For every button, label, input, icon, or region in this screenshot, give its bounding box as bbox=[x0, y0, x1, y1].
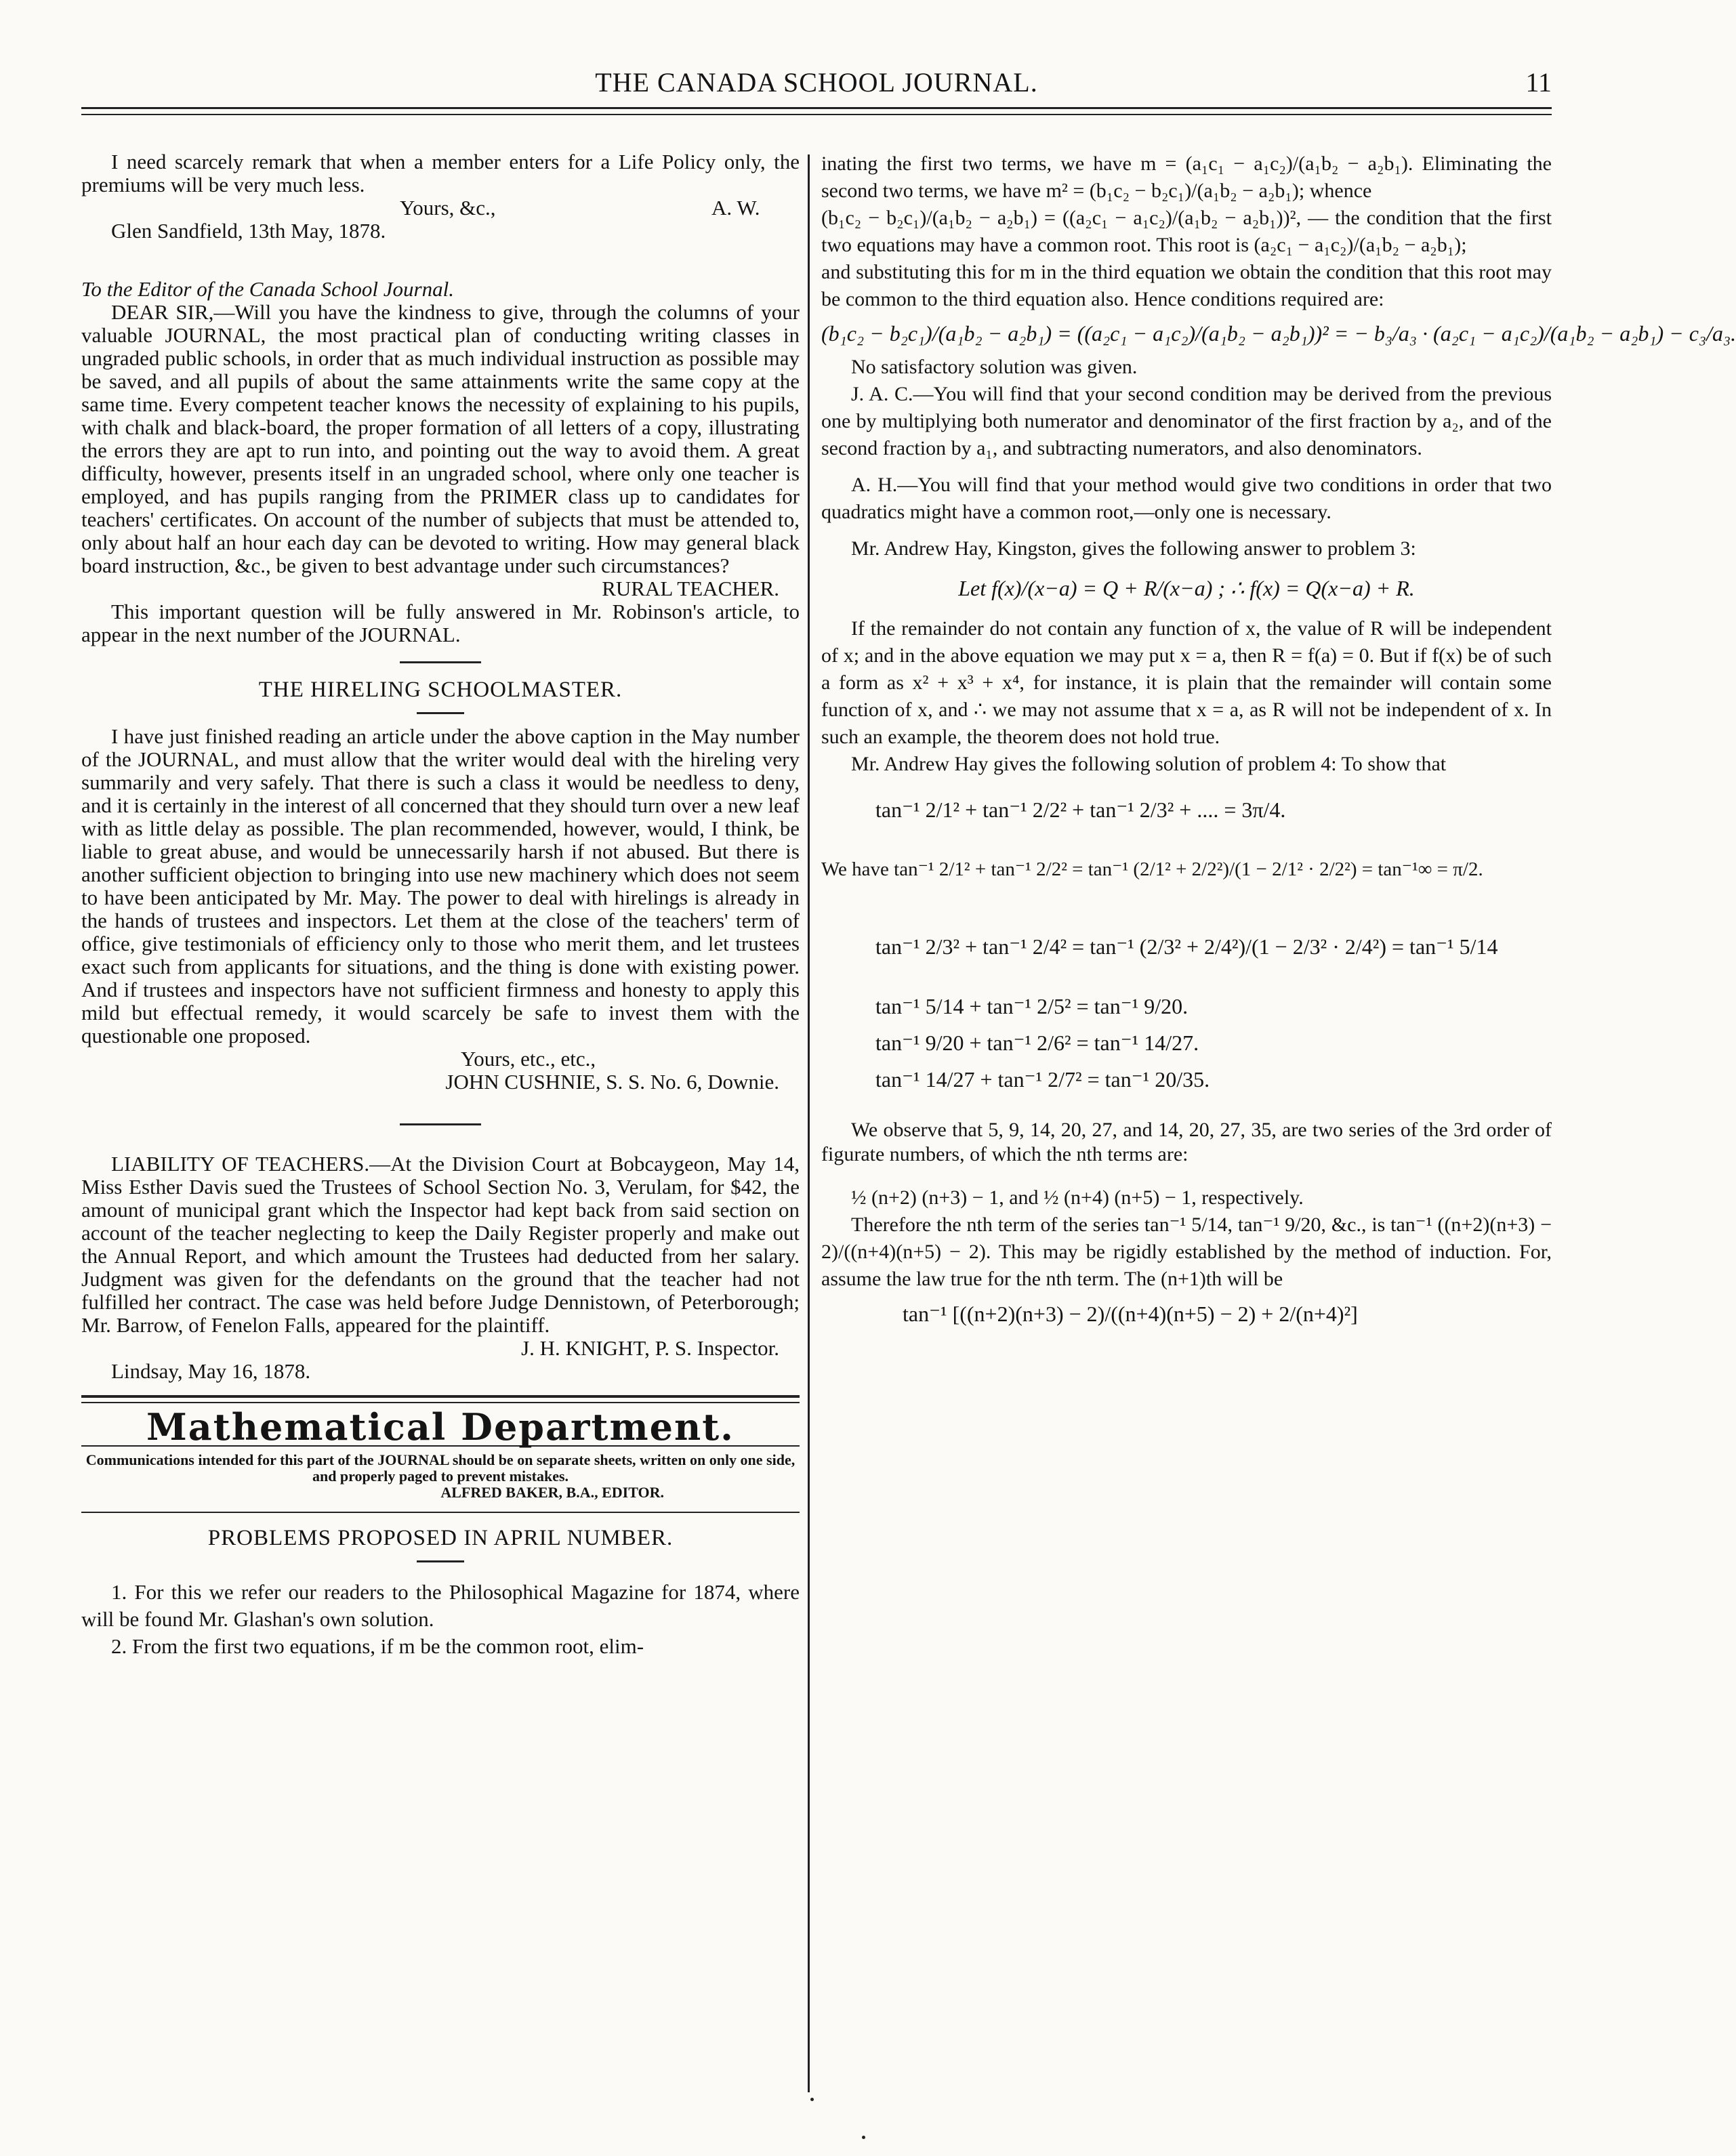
letter1-place-date: Glen Sandfield, 13th May, 1878. bbox=[111, 219, 386, 243]
letter2-body: DEAR SIR,—Will you have the kindness to give, through the columns of your valuable JOURNAL, the most practical plan of conducting writing classes in ungraded public schools, in order that as much individual instruction as possible may be saved, and all pupils of about the same attainments write the same copy at the same time. Every competent teacher knows the necessity of explaining to his pupils, with chalk and black-board, the proper formation of all letters of a copy, illustrating the errors they are apt to run into, and pointing out the way to avoid them. A great difficulty, however, presents itself in an ungraded school, where only one teacher is employed, and has pupils ranging from the PRIMER class up to candidates for teachers' certificates. On account of the number of subjects that must be attended to, only about half an hour each day can be devoted to writing. How may general black board instruction, &c., be given to best advantage under such circumstances? bbox=[81, 300, 800, 577]
page-number: 11 bbox=[1525, 67, 1552, 98]
header-rule-thick bbox=[81, 107, 1552, 109]
section-separator bbox=[400, 661, 481, 663]
hireling-body: I have just finished reading an article under the above caption in the May number of the JOURNAL, and must allow that the writer would deal with the hireling very summarily and very safely. That there is such a class it would be needless to deny, and it is certainly in the interest of all concerned that they should turn over a new leaf with as little delay as possible. The plan recommended, however, would, I think, be liable to great abuse, and would be unnecessarily harsh if not abused. But there is another sufficient objection to bringing into use new machinery which does not seem to have been anticipated by Mr. May. The power to deal with hirelings is already in the hands of trustees and inspectors. Let them at the close of the teachers' term of office, give testimonials of efficiency only to those who merit them, and let trustees exact such from applicants for situations, and the thing is done with existing power. And if trustees and inspectors have not sufficient firmness and honesty to apply this mild but effectual remedy, it would scarcely be safe to invest them with the questionable one proposed. bbox=[81, 724, 800, 1048]
problem-2: 2. From the first two equations, if m be the common root, elim- bbox=[111, 1634, 644, 1658]
section-separator-2 bbox=[400, 1123, 481, 1125]
letter1-closing-line bbox=[81, 196, 800, 220]
liability-signature: J. H. KNIGHT, P. S. Inspector. bbox=[521, 1336, 779, 1360]
letter2-reply: This important question will be fully answered in Mr. Robinson's article, to appear in the next number of the JOURNAL. bbox=[81, 600, 800, 646]
no-solution-note: No satisfactory solution was given. bbox=[851, 356, 1138, 378]
reply-ah: A. H.—You will find that your method would give two conditions in order that two quadratics might have a common root,—only one is necessary. bbox=[821, 474, 1552, 523]
hay-problem-3-discussion: If the remainder do not contain any function of x, the value of R will be independent of x; and in the above equation we may put x = a, then R = f(a) = 0. But if f(x) be of such a form as x² + x³ + x⁴, for instance, it is plain that the remainder will contain some function of x, and ∴ we may not assume that x = a, as R will not be independent of x. In such an example, the theorem does not hold true. bbox=[821, 617, 1552, 748]
letter2-address: To the Editor of the Canada School Journal. bbox=[81, 277, 454, 301]
figurate-observation: We observe that 5, 9, 14, 20, 27, and 14, 20, 27, 35, are two series of the 3rd order of figurate numbers, of which the nth terms are: bbox=[821, 1119, 1552, 1165]
page-header bbox=[81, 62, 1552, 100]
letter1-body: I need scarcely remark that when a member enters for a Life Policy only, the premiums will be very much less. bbox=[81, 150, 800, 196]
equation-to-show: tan⁻¹ 2/1² + tan⁻¹ 2/2² + tan⁻¹ 2/3² + .... = 3π/4. bbox=[875, 797, 1286, 822]
nth-term-statement: Therefore the nth term of the series tan⁻¹ 5/14, tan⁻¹ 9/20, &c., is tan⁻¹ ((n+2)(n+3) − 2)/((n+4)(n+5) − 2). This may be rigidly established by the method of induction. For, assume the law true for the nth term. The (n+1)th will be bbox=[821, 1214, 1552, 1290]
math-dept-notice: Communications intended for this part of the JOURNAL should be on separate sheets, written on only one side, and properly paged to prevent mistakes. bbox=[85, 1451, 795, 1485]
math-dept-editor: ALFRED BAKER, B.A., EDITOR. bbox=[440, 1484, 664, 1501]
solution-2-part-2: (b₁c₂ − b₂c₁)/(a₁b₂ − a₂b₁) = ((a₂c₁ − a₁c₂)/(a₁b₂ − a₂b₁))², — the condition that the first two equations may have a common root. This root is (a₂c₁ − a₁c₂)/(a₁b₂ − a₂b₁); bbox=[821, 207, 1552, 256]
nth-terms: ½ (n+2) (n+3) − 1, and ½ (n+4) (n+5) − 1, respectively. bbox=[851, 1186, 1304, 1209]
print-speck bbox=[810, 2098, 814, 2101]
problems-separator bbox=[417, 1560, 464, 1562]
column-separator bbox=[808, 154, 810, 2092]
journal-title: THE CANADA SCHOOL JOURNAL. bbox=[595, 67, 1038, 98]
equation-step-2: tan⁻¹ 2/3² + tan⁻¹ 2/4² = tan⁻¹ (2/3² + 2/4²)/(1 − 2/3² · 2/4²) = tan⁻¹ 5/14 bbox=[875, 934, 1498, 959]
letter1-closing: Yours, &c., bbox=[400, 196, 496, 220]
problem-1: 1. For this we refer our readers to the Philosophical Magazine for 1874, where will be found Mr. Glashan's own solution. bbox=[81, 1580, 800, 1631]
liability-lead: LIABILITY OF TEACHERS. bbox=[111, 1152, 370, 1176]
solution-2-conditions: (b₁c₂ − b₂c₁)/(a₁b₂ − a₂b₁) = ((a₂c₁ − a₁c₂)/(a₁b₂ − a₂b₁))² = − b₃/a₃ · (a₂c₁ − a₁c₂)/(a₁b₂ − a₂b₁) − c₃/a₃. bbox=[821, 321, 1736, 346]
solution-2-part-3: and substituting this for m in the third equation we obtain the condition that this root may be common to the third equation also. Hence conditions required are: bbox=[821, 261, 1552, 310]
problems-rule bbox=[81, 1512, 800, 1513]
hay-problem-4-intro: Mr. Andrew Hay gives the following solution of problem 4: To show that bbox=[851, 753, 1447, 775]
equation-step-1: We have tan⁻¹ 2/1² + tan⁻¹ 2/2² = tan⁻¹ (2/1² + 2/2²)/(1 − 2/1² · 2/2²) = tan⁻¹∞ = π/2. bbox=[821, 858, 1483, 880]
header-rule-thin bbox=[81, 114, 1552, 115]
problems-heading: PROBLEMS PROPOSED IN APRIL NUMBER. bbox=[207, 1526, 674, 1550]
math-dept-title: Mathematical Department. bbox=[146, 1405, 735, 1449]
induction-expression: tan⁻¹ [((n+2)(n+3) − 2)/((n+4)(n+5) − 2) + 2/(n+4)²] bbox=[903, 1302, 1358, 1326]
right-column bbox=[821, 150, 1736, 1335]
heading-separator bbox=[417, 712, 464, 714]
liability-place-date: Lindsay, May 16, 1878. bbox=[111, 1359, 311, 1383]
reply-jac: J. A. C.—You will find that your second condition may be derived from the previous one by multiplying both numerator and denominator of the first fraction by a₂, and of the second fraction by a₁, and subtracting numerators, and also denominators. bbox=[821, 383, 1552, 459]
print-speck-2 bbox=[862, 2136, 865, 2139]
equation-step-5: tan⁻¹ 14/27 + tan⁻¹ 2/7² = tan⁻¹ 20/35. bbox=[875, 1067, 1210, 1092]
equation-step-3: tan⁻¹ 5/14 + tan⁻¹ 2/5² = tan⁻¹ 9/20. bbox=[875, 994, 1189, 1018]
double-rule bbox=[81, 1395, 800, 1403]
left-column bbox=[81, 150, 800, 1660]
hireling-signature: JOHN CUSHNIE, S. S. No. 6, Downie. bbox=[445, 1070, 779, 1094]
letter2-signature: RURAL TEACHER. bbox=[602, 577, 779, 600]
hireling-closing: Yours, etc., etc., bbox=[461, 1047, 596, 1071]
letter1-initials: A. W. bbox=[711, 196, 760, 220]
solution-2-part-1: inating the first two terms, we have m = (a₁c₁ − a₁c₂)/(a₁b₂ − a₂b₁). Eliminating the second two terms, we have m² = (b₁c₂ − b₂c₁)/(a₁b₂ − a₂b₁); whence bbox=[821, 152, 1552, 202]
hay-problem-3-equation: Let f(x)/(x−a) = Q + R/(x−a) ; ∴ f(x) = Q(x−a) + R. bbox=[958, 576, 1415, 600]
hireling-heading: THE HIRELING SCHOOLMASTER. bbox=[258, 678, 623, 702]
liability-body: —At the Division Court at Bobcaygeon, May 14, Miss Esther Davis sued the Trustees of School Section No. 3, Verulam, for $42, the amount of municipal grant which the Inspector had kept back from said section on account of the teacher neglecting to keep the Daily Register properly and make out the Annual Report, and which amount the Trustees had deducted from her salary. Judgment was given for the defendants on the ground that the teacher had not fulfilled her contract. The case was held before Judge Dennistown, of Peterborough; Mr. Barrow, of Fenelon Falls, appeared for the plaintiff. bbox=[81, 1152, 800, 1337]
hay-problem-3-intro: Mr. Andrew Hay, Kingston, gives the following answer to problem 3: bbox=[851, 537, 1416, 560]
equation-step-4: tan⁻¹ 9/20 + tan⁻¹ 2/6² = tan⁻¹ 14/27. bbox=[875, 1031, 1199, 1055]
